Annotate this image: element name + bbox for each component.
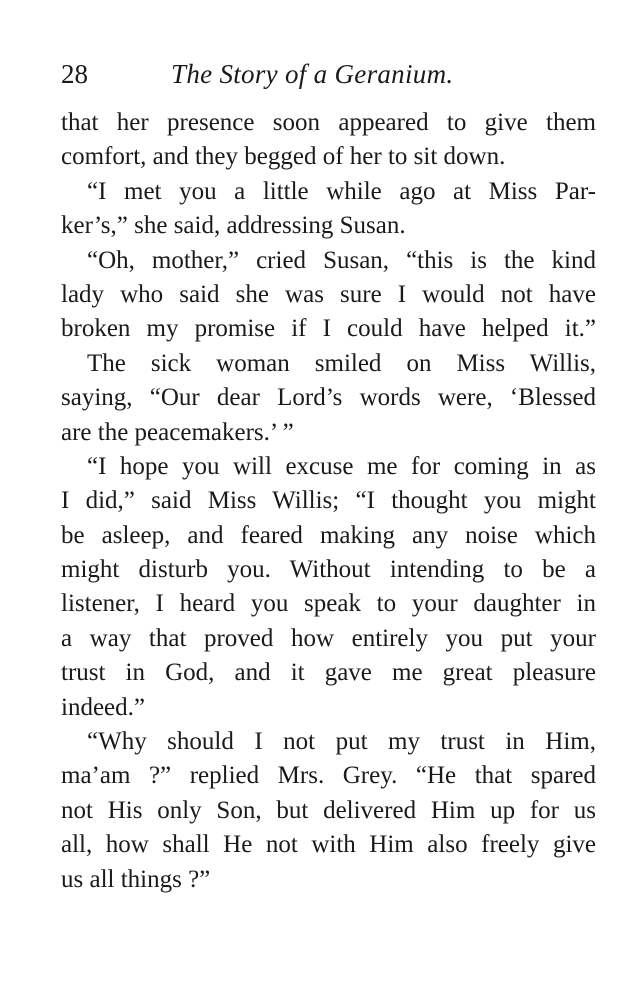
page-number: 28 xyxy=(61,59,88,89)
text-line: “Why should I not put my trust in Him, xyxy=(87,728,596,756)
running-title: The Story of a Geranium. xyxy=(171,59,454,89)
text-line: might disturb you. Without intending to be a xyxy=(61,556,596,584)
text-line: that her presence soon appeared to give them xyxy=(61,109,596,136)
text-line: ma’am ?” replied Mrs. Grey. “He that spared xyxy=(61,762,596,790)
text-line: comfort, and they begged of her to sit down. xyxy=(61,143,506,171)
text-line: saying, “Our dear Lord’s words were, ‘Blessed xyxy=(61,384,596,412)
text-line: be asleep, and feared making any noise which xyxy=(61,521,596,549)
text-line: The sick woman smiled on Miss Willis, xyxy=(87,349,596,377)
text-line: “Oh, mother,” cried Susan, “this is the kind xyxy=(87,246,596,274)
running-head xyxy=(61,56,541,92)
paragraph-5 xyxy=(61,450,596,725)
body-text xyxy=(61,106,596,897)
text-line: us all things ?” xyxy=(61,865,211,893)
text-line: listener, I heard you speak to your daughter in xyxy=(61,590,596,618)
paragraph-4 xyxy=(61,347,596,450)
text-line: trust in God, and it gave me great pleasure xyxy=(61,659,596,687)
paragraph-6 xyxy=(61,725,596,897)
text-line: I did,” said Miss Willis; “I thought you might xyxy=(61,487,596,515)
text-line: “I met you a little while ago at Miss Par- xyxy=(87,177,596,205)
text-line: broken my promise if I could have helped it.” xyxy=(61,315,596,343)
text-line: all, how shall He not with Him also freely give xyxy=(61,831,596,859)
paragraph-3 xyxy=(61,244,596,347)
paragraph-1 xyxy=(61,106,596,175)
text-line: indeed.” xyxy=(61,693,145,721)
text-line: not His only Son, but delivered Him up for us xyxy=(61,796,596,824)
text-line: are the peacemakers.’ ” xyxy=(61,418,294,446)
paragraph-2 xyxy=(61,175,596,244)
text-line: “I hope you will excuse me for coming in as xyxy=(87,452,596,480)
text-line: ker’s,” she said, addressing Susan. xyxy=(61,212,406,240)
text-line: lady who said she was sure I would not have xyxy=(61,280,596,308)
text-line: a way that proved how entirely you put your xyxy=(61,624,596,652)
